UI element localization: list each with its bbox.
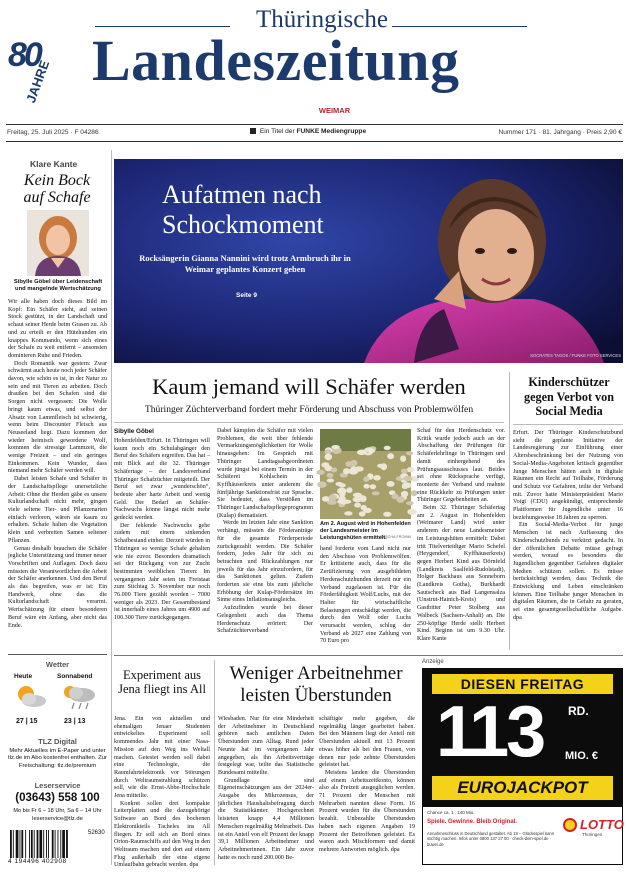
- ad-game-name: EUROJACKPOT: [432, 776, 613, 800]
- commentary-paragraph: Dabei leisten Schafe und Schäfer in der Landschaftspflege unersetzliche Arbeit: Ohne die Herden gäbe es unsere Kulturlandschaft nicht mehr, gingen viele seltene Tier- und Pflanzenarten einfach verloren, wären sie kaum zu erhalten. Schafe halten die Vegetation klein und verbreiten Samen seltener Pflanzen.: [8, 476, 107, 544]
- masthead-title-top: Thüringische: [256, 6, 388, 33]
- jena-paragraph: Konkret sollen drei kompakte Leiterplatten und die dazugehörige Software an Bord des bochenen Elektronikteils Tacheles ins All fliegen. Er soll sich an Bord eines Orion-Raumschiffs auf den Weg in den Weltraum machen und dort auf einem Flug außerhalb der eine eigene Umlaufbahn gebracht werden. dpa: [114, 800, 210, 869]
- commentary-paragraph: Doch Romantik war gestern: Zwar schwärmt auch heute noch jeder Schäfer davon, wie schön es ist, in der Natur zu sein und mit Tieren zu arbeiten. Doch draußen bei den Schafen sind die Sorgen nicht vergessen: Die Wolle bringt kaum etwas, und selbst der Absatz von Lammfleisch ist schwierig, wenn beim Discounter Fleisch aus Neuseeland liegt. Dazu kommen der wieder heimisch gewordene Wolf, kommen die stressige Lammzeit, die wenige Freizeit – und ein geringes Einkommen. Kein Wunder, dass niemand mehr Schäfer werden will.: [8, 360, 107, 475]
- main-subhead: Thüringer Züchterverband fordert mehr Förderung und Abschuss von Problemwölfen: [144, 404, 474, 415]
- weather-temp-saturday: 23 | 13: [64, 718, 86, 725]
- commentary-paragraph: Wir alle haben doch dieses Bild im Kopf: Ein Schäfer steht, auf seinen Stock gestützt, in der Landschaft und schaut seiner Herde beim Grasen zu. Ab und zu erteilt er den Hütehunden ein knappes Kommando, wenn sich eines der Schafe zu weit entfernt – ansonsten dominieren Ruhe und Frieden.: [8, 299, 107, 359]
- lotto-logo-text: LOTTO: [580, 817, 624, 832]
- hero-subline: Rocksängerin Gianna Nannini wird trotz Armbruch ihr in Weimar geplantes Konzert geben: [139, 253, 351, 274]
- workers-headline-line-1: Weniger Arbeitnehmer: [229, 663, 403, 684]
- barcode-code: 52630: [88, 830, 105, 836]
- barcode: [10, 830, 86, 858]
- sheep-photo-caption: Am 2. August wird in Hohenfelden der Landesmeister im Leistungshüten ermittelt.: [320, 521, 411, 541]
- workers-paragraph: Wiesbaden. Nur für eine Minderheit der Arbeitnehmer in Deutschland gehören nach amtlichen Daten Überstunden zum Alltag. Rund jeder Neunte hat im vergangenen Jahr angegeben, als ihn Arbeitsverträge festgelegt war, teilte das Statistische Bundesamt mitteilte.: [218, 716, 314, 776]
- ad-amount: 113: [436, 692, 544, 772]
- publisher-prefix: Ein Titel der: [259, 128, 295, 135]
- main-column-3: [320, 546, 411, 650]
- leserservice-title: Leserservice: [34, 781, 81, 790]
- main-paragraph: Dabei kämpfen die Schäfer mit vielen Problemen, die weit über fehlende Vermarktungsmöglichkeiten für Wolle hinausgehen: Im Gespräch mit Thüringer Landtagsabgeordneten wurde jüngst bei einem Termin in der Schäferei Kohlschein im Kyffhäuserkreis unter anderem die fünfjährige Sanktionsfrist zur Sprache. Sie bedeutet, dass Verstößen im Thüringer Landschaftspflegeprogramm (Kulap) thematisiert.: [217, 428, 313, 519]
- commentary-body: [8, 299, 107, 647]
- workers-paragraph: Meistens landen die Überstunden auf einem Arbeitszeitkonto, können also als Freizeit ausgeglichen werden. 71 Prozent der Menschen mit Mehrarbeit nannten diese Form. 16 Prozent wurden für die Überstunden bezahlt. Unbezahlte Überstunden haben nach eigenen Angaben 19 Prozent der Betroffenen geleistet. Es waren auch Mischformen und damit mehrere Antworten möglich. dpa: [319, 769, 415, 853]
- leserservice-hours: Mo bis Fr 6 – 18 Uhr, Sa 6 – 14 Uhr: [13, 808, 102, 814]
- weather-day-today: Heute: [14, 673, 33, 680]
- main-paragraph: Schaf für den Herdenschutz vor. Kritik wurde jedoch auch an der Abschaffung der Prüfungen für Schäferlehrlinge in Thüringen und damit einhergehend des Prüfungsausschusses laut. Beides sei ohne Rücksprache verfügt, monierte der Verband und mahnte eine Rückkehr zu Prüfungen unter Thüringer Gegebenheiten an.: [417, 428, 505, 504]
- eurojackpot-ad[interactable]: [422, 668, 623, 865]
- jena-headline: Experiment aus Jena fliegt ins All: [118, 668, 206, 696]
- masthead-rule: [392, 26, 527, 27]
- masthead-title: Landeszeitung: [92, 28, 460, 93]
- hero-headline-line-2: Schockmoment: [162, 210, 324, 239]
- commentary-paragraph: Genau deshalb brauchen die Schäfer jegliche Unterstützung und immer neuer Vorschriften und Auflagen. Doch dazu müssten die Verantwortlichen die Arbeit der Schäfer anerkennen. Und den Beruf als das begreifen, was er ist: Ein Handwerk, ohne das die Kulturlandschaft verarmt. Wertschätzung für einen besonderen Beruf wäre ein Anfang, aber nicht das Ende.: [8, 545, 107, 629]
- hero-photo-credit: SOCRATES TAGOS / FUNKE FOTO SERVICES: [530, 353, 621, 358]
- main-column-2: [217, 428, 313, 650]
- jena-paragraph: Jena. Ein von aktuellen und ehemaligen Jenaer Studenten entwickeltes Experiment soll kommendes Jahr mit einer Nasa-Mission auf den Weg ins Weltall machen. Getestet werden soll dabei eine Technologie, die Raumfahrtelektronik vor Störungen durch Weltraumstrahlung schützen soll, wie die Ernst-Abbe-Hochschule Jena mitteilte.: [114, 716, 210, 800]
- main-paragraph: Der fehlende Nachwuchs gehe zudem mit einem sinkenden Schafbestand einher. Derzeit würden in Thüringen so wenige Schafe gehalten wie nie zuvor. Besonders dramatisch sei der Rückgang von zur Zucht bestimmten weiblichen Tieren: Im vergangenen Jahr seien im Freistaat zum Stichtag 3. November nur noch 76.000 Tiere gezählt worden – 7000 weniger als 2023. Der Gesamtbestand ist innerhalb eines Jahres um 4900 auf 100.300 Tiere zurückgegangen.: [114, 522, 210, 622]
- ad-prefix: RD.: [568, 704, 589, 718]
- weather-title: Wetter: [45, 660, 70, 669]
- social-paragraph: Erfurt. Der Thüringer Kinderschutzbund sieht die geplante Initiative der Landesregierung zur Einführung einer Altersbeschränkung bei der Nutzung von Social-Media-Angeboten kritisch gegenüber Junge Menschen hätten auch in digitale Räumen ein Recht auf Teilhabe, Förderung und Schutz vor Gefahren, teilte der Verband mit. Zuvor hatte Ministerpräsident Mario Voigt (CDU) angekündigt, entsprechende Plattformen für Jugendliche unter 16 beziehungsweise 18 Jahren zu sperren.: [513, 430, 623, 521]
- ad-tagline: Spiele. Gewinne. Bleib Original.: [427, 819, 518, 825]
- hero-page-ref[interactable]: Seite 9: [236, 292, 257, 299]
- main-paragraph: Werde im letzten Jahr eine Sanktion verhängt, müssten die Förderanträge für die gesamte Förderperiode zurückgezahlt werden. Die Schäfer fordern, jedes Jahr für sich zu betrachten und Rückzahlungen nur jeweils für das Jahr einzufordern, für das Sanktionen gelten. Zudem forderten sie eine bis zum jährliche Erhöhung der Kulap-Fördersätze im Sinne eines Inflationsausgleichs.: [217, 520, 313, 604]
- workers-column-1: [218, 716, 314, 864]
- social-paragraph: Ein Social-Media-Verbot für junge Menschen ist nach Auffassung des Kinderschutzbunds zu verkürzt gedacht. In der öffentlichen Debatte müsse gefragt werden, worauf es besonders die Jugendlichen gegenüber Gefahren digitaler Medien schützen sollen. Es müsse berücksichtigt werden, dass Technik die Entwicklung und Leben einschränken können. Eine Teilhabe junger Menschen in digitalen Räumen, die in Gefahr zu geraten, sei eine gesamtgesellschaftliche Aufgabe. dpa: [513, 522, 623, 621]
- main-column-4: [417, 428, 505, 650]
- commentary-headline: Kein Bock auf Schafe: [23, 172, 91, 206]
- cloud-rain-icon: [60, 683, 98, 711]
- workers-headline-line-2: leisten Überstunden: [240, 685, 392, 706]
- ad-white-panel: [422, 806, 623, 865]
- sheep-photo-credit: SASCHA FROMM: [380, 535, 411, 539]
- anniversary-badge: [6, 36, 56, 105]
- ad-day-banner: DIESEN FREITAG: [432, 674, 613, 694]
- main-paragraph: Beim 32. Thüringer Schäfertag am 2. August in Hohenfelden (Weimarer Land) wird unter anderem der neue Landesmeister im Leistungshüten ermittelt: Dabei tritt Titelverteidiger Mario Schefel (Heygendorf, Kyffhäuserkreis) gegen Herbert Kind aus Dörnfeld (Landkreis Saalfeld-Rudolstadt), Holger Backhaus aus Sonneborn (Landkreis Gotha), Burkhardt Sautscheck aus Bad Langensalza (Unstrut-Hainich-Kreis) und Gastbitter Peter Stolberg aus Walbeck (Sachsen-Anhalt) an. Die 250-köpfige Herde stellt Herbert Kind. Beginn ist um 9.30 Uhr. Klare Kante: [417, 505, 505, 642]
- main-paragraph: Aufzufinden wurde bei dieser Gelegenheit auch das Thema Herdenschutz erörtert: Der Schafzüchterverband: [217, 605, 313, 635]
- main-column-1: [114, 438, 210, 650]
- ad-unit: MIO. €: [565, 750, 599, 762]
- ad-odds: Chance ca. 1 : 140 Mio.: [427, 810, 475, 815]
- workers-paragraph: Grundlage sind Eigeneinschätzungen aus der 2024er-Ausgabe des Mikrozensus, der jährlichen Haushaltsbefragung durch die Statistikämter. Hochgerechnet leisteten knapp 4,4 Millionen Menschen regelmäßig Mehrarbeit. Das ist ein Anteil von elf Prozent der knapp 39,1 Millionen Arbeitnehmer und Arbeitnehmerinnen. Ein Jahr zuvor hatte es noch rund 200.000 Be-: [218, 777, 314, 861]
- leserservice-phone[interactable]: (03643) 558 100: [15, 792, 100, 804]
- social-body: [513, 430, 623, 650]
- hero-headline-line-1: Aufatmen nach: [162, 180, 322, 209]
- weather-temp-today: 27 | 15: [16, 718, 38, 725]
- main-paragraph: Hohenfelden/Erfurt. In Thüringen will kaum noch ein Schulabgänger den Beruf des Schäfers ergreifen. Das hat – mit Blick auf die 32. Thüringer Schäfertage – der Landesverband Thüringer Schafzüchter mitgeteilt. Der Beruf sei zwar „wunderschön“, bedeute aber harte Arbeit und wenig Geld. Der Bedarf an Schäfer-Nachwuchs könne längst nicht mehr gedeckt werden.: [114, 438, 210, 522]
- barcode-digits: 4 194496 402908: [8, 858, 67, 865]
- masthead-rule: [95, 26, 230, 27]
- main-author: Sibylle Göbel: [114, 428, 154, 435]
- author-caption: Sibylle Göbel über Leidenschaft und mangelnde Wertschätzung: [13, 279, 103, 293]
- lotto-logo-sub: Thüringen: [582, 832, 603, 837]
- social-headline: Kinderschützer gegen Verbot von Social Media: [523, 375, 615, 418]
- sheep-photo: [320, 429, 411, 519]
- weather-day-saturday: Sonnabend: [57, 673, 93, 680]
- lotto-icon: [563, 818, 577, 832]
- publisher-name: FUNKE Mediengruppe: [296, 128, 367, 135]
- issue-number: Nummer 171 · 81. Jahrgang · Preis 2,90 €: [498, 129, 622, 136]
- badge-text: JAHRE: [23, 58, 53, 105]
- issue-date: Freitag, 25. Juli 2025 · F 04286: [7, 129, 99, 136]
- main-headline: Kaum jemand will Schäfer werden: [152, 374, 466, 399]
- workers-paragraph: schäftigte mehr gegeben, die regelmäßig länger gearbeitet haben. Bei den Männern liegt der Anteil mit Überstunden aktuell mit 13 Prozent etwas höher als bei den Frauen, von denen nur jede zehnte Überstunden geleistet hat.: [319, 716, 415, 769]
- leserservice-email[interactable]: leserservice@tlz.de: [32, 816, 83, 822]
- publisher-line: [250, 128, 366, 135]
- badge-number: 80: [8, 36, 40, 74]
- ad-fineprint: Annahmeschluss in Deutschland gestaltet. Ab 18 – Glücksspiel kann süchtig machen. Infos unter 0800 137 27 00 · check-dein-spiel.de · buwei.de: [427, 831, 555, 847]
- lotto-logo: [563, 815, 624, 841]
- workers-column-2: [319, 716, 415, 864]
- commentary-section-label: Klare Kante: [30, 159, 78, 169]
- ad-label: Anzeige: [422, 659, 444, 665]
- edition-label: WEIMAR: [318, 106, 351, 115]
- tlz-digital-text: Mehr Aktuelles im E-Paper und unter tlz.de im Abo kostenfrei enthalten. Zur Freischaltung: tlz.de/premium: [8, 748, 107, 769]
- sun-cloud-icon: [12, 683, 48, 709]
- tlz-digital-title: TLZ Digital: [38, 737, 77, 746]
- jena-body: [114, 716, 210, 869]
- publisher-icon: [250, 128, 256, 134]
- main-paragraph: hand forderte vom Land nicht nur den Abschuss von Problemwölfen. Er kritisierte auch, dass für die Zertifizierung von ausgebildeten Herdenschutzhunden derzeit nur ein Verband zugelassen ist. Für die Förderfähigkeit Wolf/Luchs, mit der Halter für wirtschaftliche Belastungen entschädigt werden, die durch den Wolf oder Luchs verursacht werden, schlug der Verband ab 2027 eine Zahlung von 70 Euro pro: [320, 546, 411, 645]
- author-photo: [27, 210, 89, 276]
